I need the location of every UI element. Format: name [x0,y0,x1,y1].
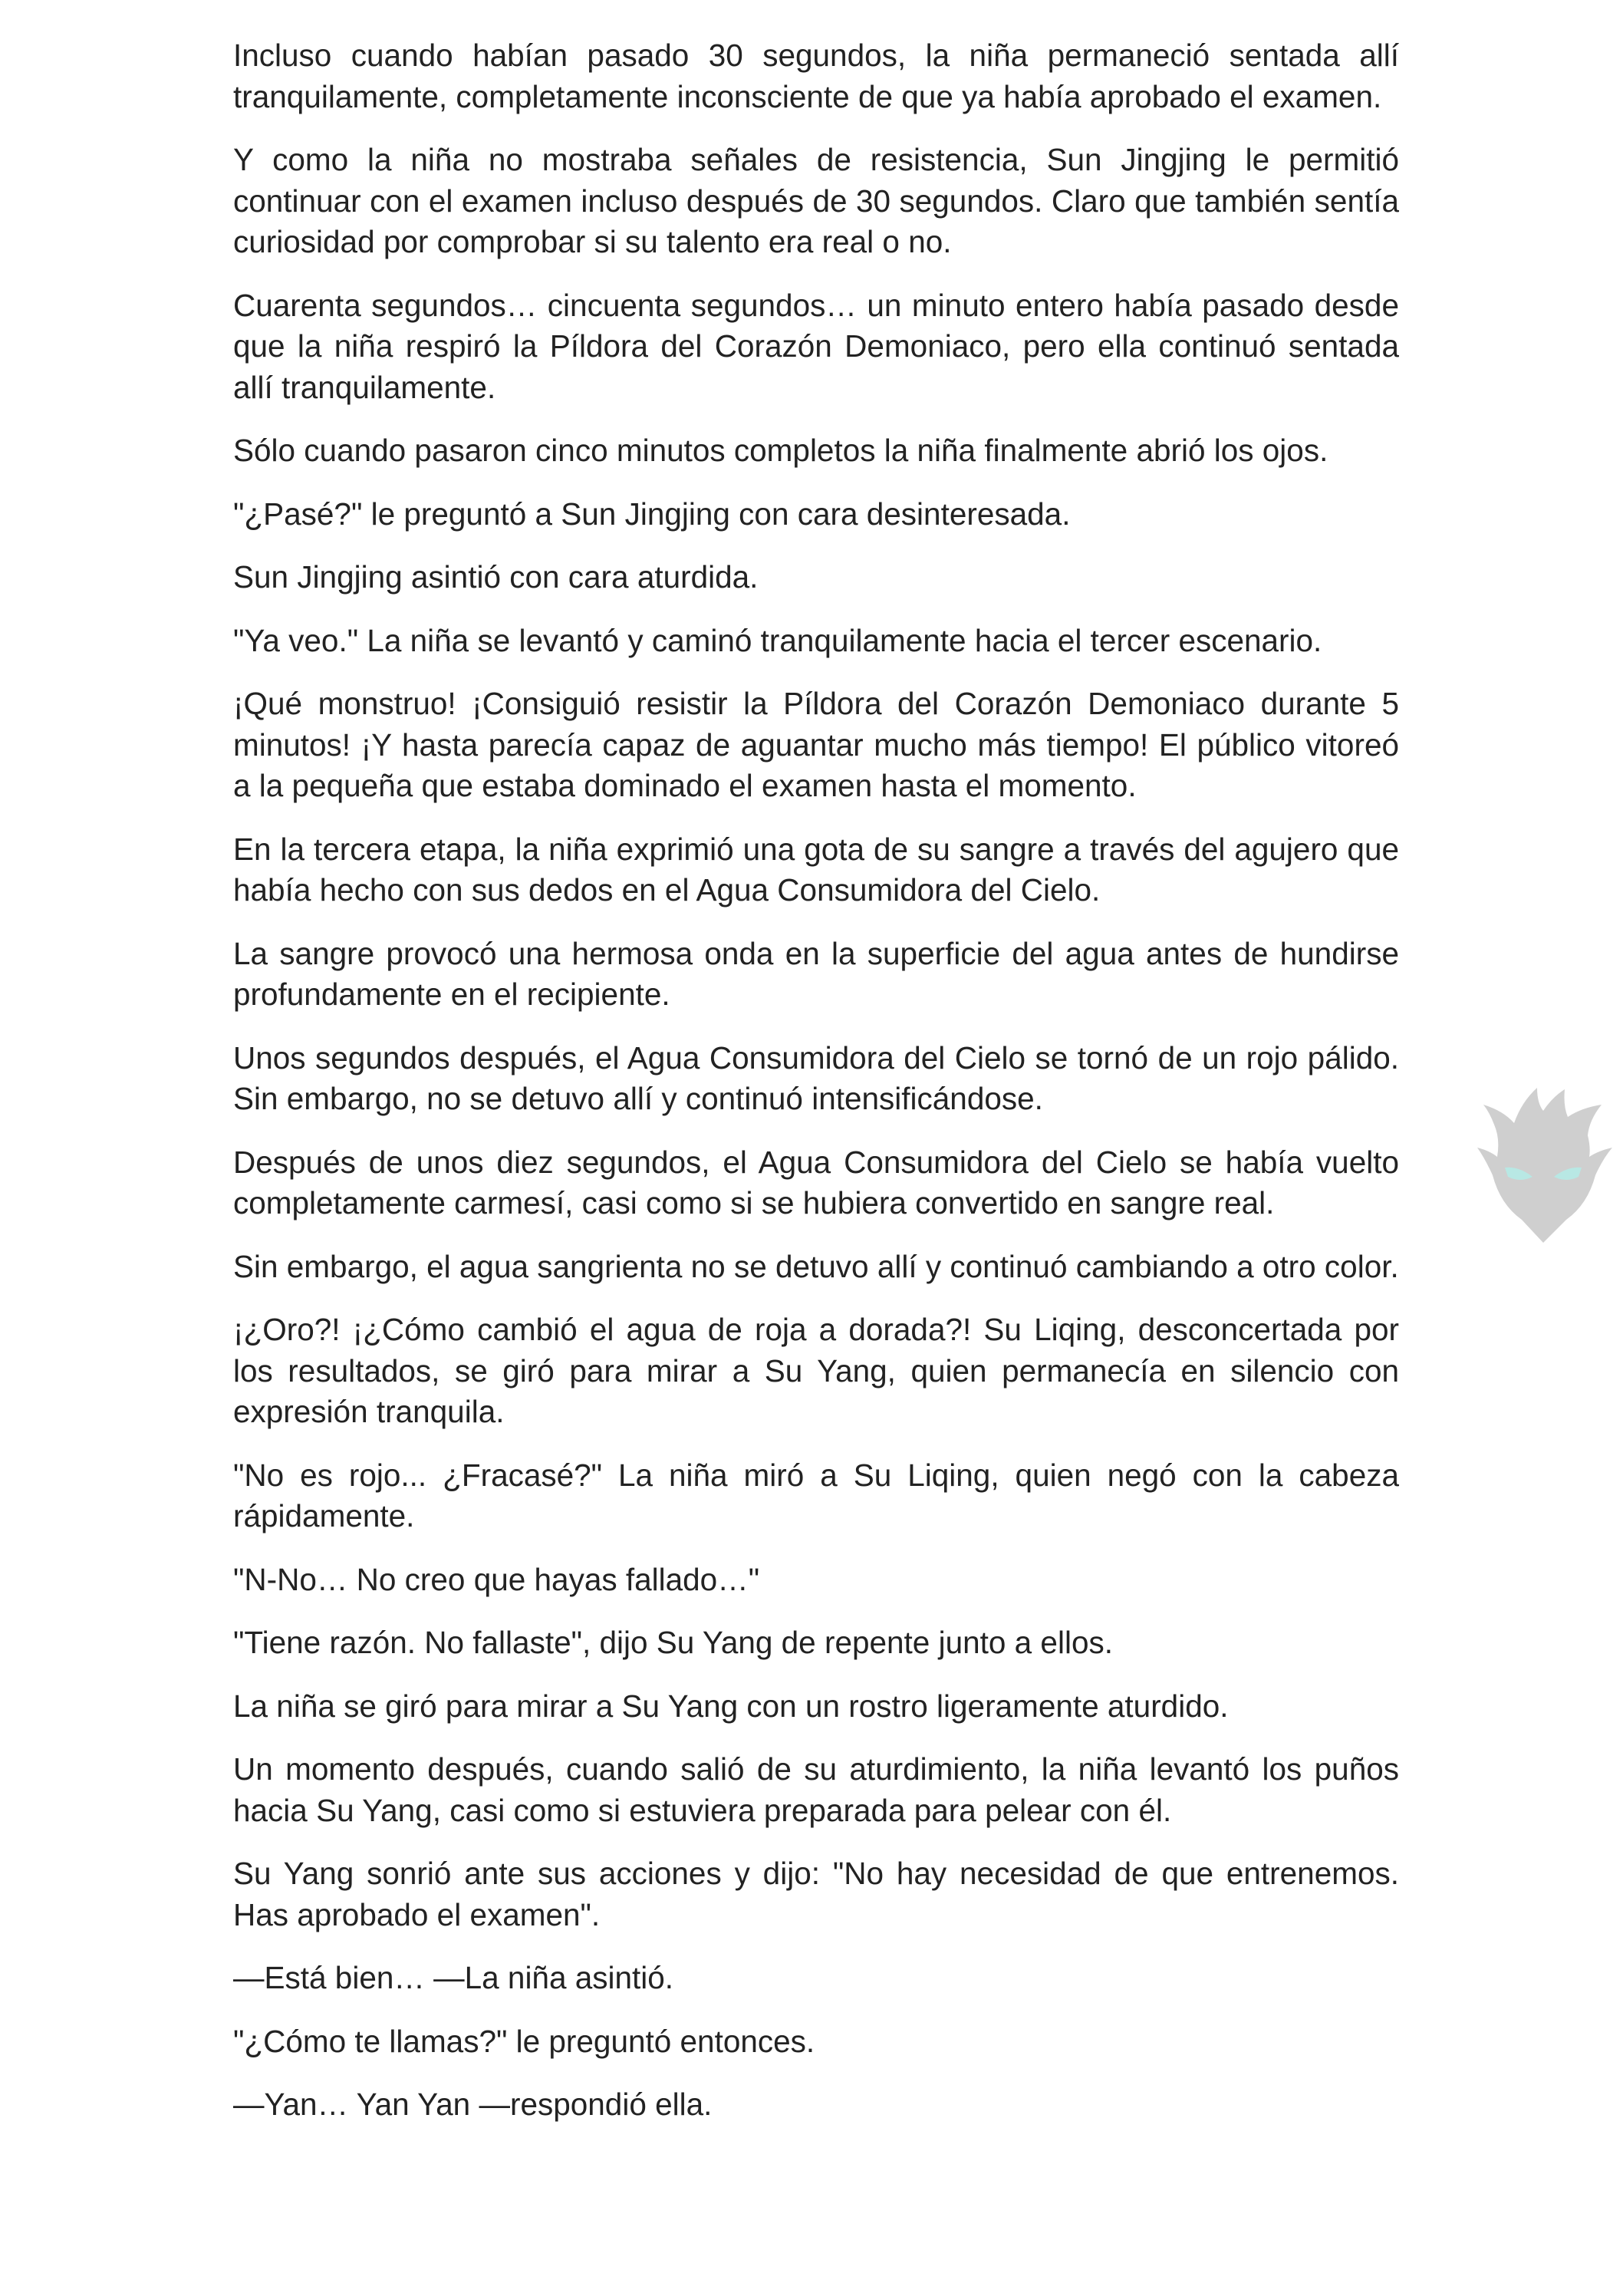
paragraph: La niña se giró para mirar a Su Yang con un rostro ligeramente aturdido. [233,1688,1229,1724]
paragraph: ¡Qué monstruo! ¡Consiguió resistir la Píldora del Corazón Demoniaco durante 5 minutos! ¡Y hasta parecía capaz de aguantar mucho más tiempo! El público vitoreó a la pequeña que estaba dominado el examen hasta el momento. [233,686,1399,803]
document-page [233,35,1399,2126]
paragraph: "No es rojo... ¿Fracasé?" La niña miró a Su Liqing, quien negó con la cabeza rápidamente. [233,1457,1399,1533]
paragraph: Su Yang sonrió ante sus acciones y dijo: "No hay necesidad de que entrenemos. Has aprobado el examen". [233,1856,1399,1932]
paragraph: Y como la niña no mostraba señales de resistencia, Sun Jingjing le permitió continuar con el examen incluso después de 30 segundos. Claro que también sentía curiosidad por comprobar si su talento era real o no. [233,142,1399,259]
paragraph: —Yan… Yan Yan —respondió ella. [233,2087,713,2122]
paragraph: Sólo cuando pasaron cinco minutos completos la niña finalmente abrió los ojos. [233,433,1328,468]
paragraph: En la tercera etapa, la niña exprimió una gota de su sangre a través del agujero que había hecho con sus dedos en el Agua Consumidora del Cielo. [233,831,1399,908]
paragraph: "N-No… No creo que hayas fallado…" [233,1561,760,1597]
paragraph: "¿Cómo te llamas?" le preguntó entonces. [233,2023,815,2059]
paragraph: Sin embargo, el agua sangrienta no se detuvo allí y continuó cambiando a otro color. [233,1248,1399,1284]
demon-head-icon [1467,1074,1620,1250]
paragraph: Después de unos diez segundos, el Agua Consumidora del Cielo se había vuelto completamente carmesí, casi como si se hubiera convertido en sangre real. [233,1144,1399,1220]
paragraph: Incluso cuando habían pasado 30 segundos, la niña permaneció sentada allí tranquilamente, completamente inconsciente de que ya había aprobado el examen. [233,38,1399,114]
paragraph: "Ya veo." La niña se levantó y caminó tranquilamente hacia el tercer escenario. [233,622,1322,658]
paragraph: Un momento después, cuando salió de su aturdimiento, la niña levantó los puños hacia Su Yang, casi como si estuviera preparada para pelear con él. [233,1751,1399,1828]
paragraph: —Está bien… —La niña asintió. [233,1960,674,1995]
paragraph: La sangre provocó una hermosa onda en la superficie del agua antes de hundirse profundamente en el recipiente. [233,935,1399,1012]
paragraph: ¡¿Oro?! ¡¿Cómo cambió el agua de roja a dorada?! Su Liqing, desconcertada por los resultados, se giró para mirar a Su Yang, quien permanecía en silencio con expresión tranquila. [233,1312,1399,1429]
paragraph: Unos segundos después, el Agua Consumidora del Cielo se tornó de un rojo pálido. Sin embargo, no se detuvo allí y continuó intensificándose. [233,1039,1399,1116]
paragraph: Cuarenta segundos… cincuenta segundos… un minuto entero había pasado desde que la niña respiró la Píldora del Corazón Demoniaco, pero ella continuó sentada allí tranquilamente. [233,287,1399,405]
paragraph: "¿Pasé?" le preguntó a Sun Jingjing con cara desinteresada. [233,496,1071,532]
paragraph: "Tiene razón. No fallaste", dijo Su Yang de repente junto a ellos. [233,1625,1113,1660]
paragraph: Sun Jingjing asintió con cara aturdida. [233,559,759,595]
